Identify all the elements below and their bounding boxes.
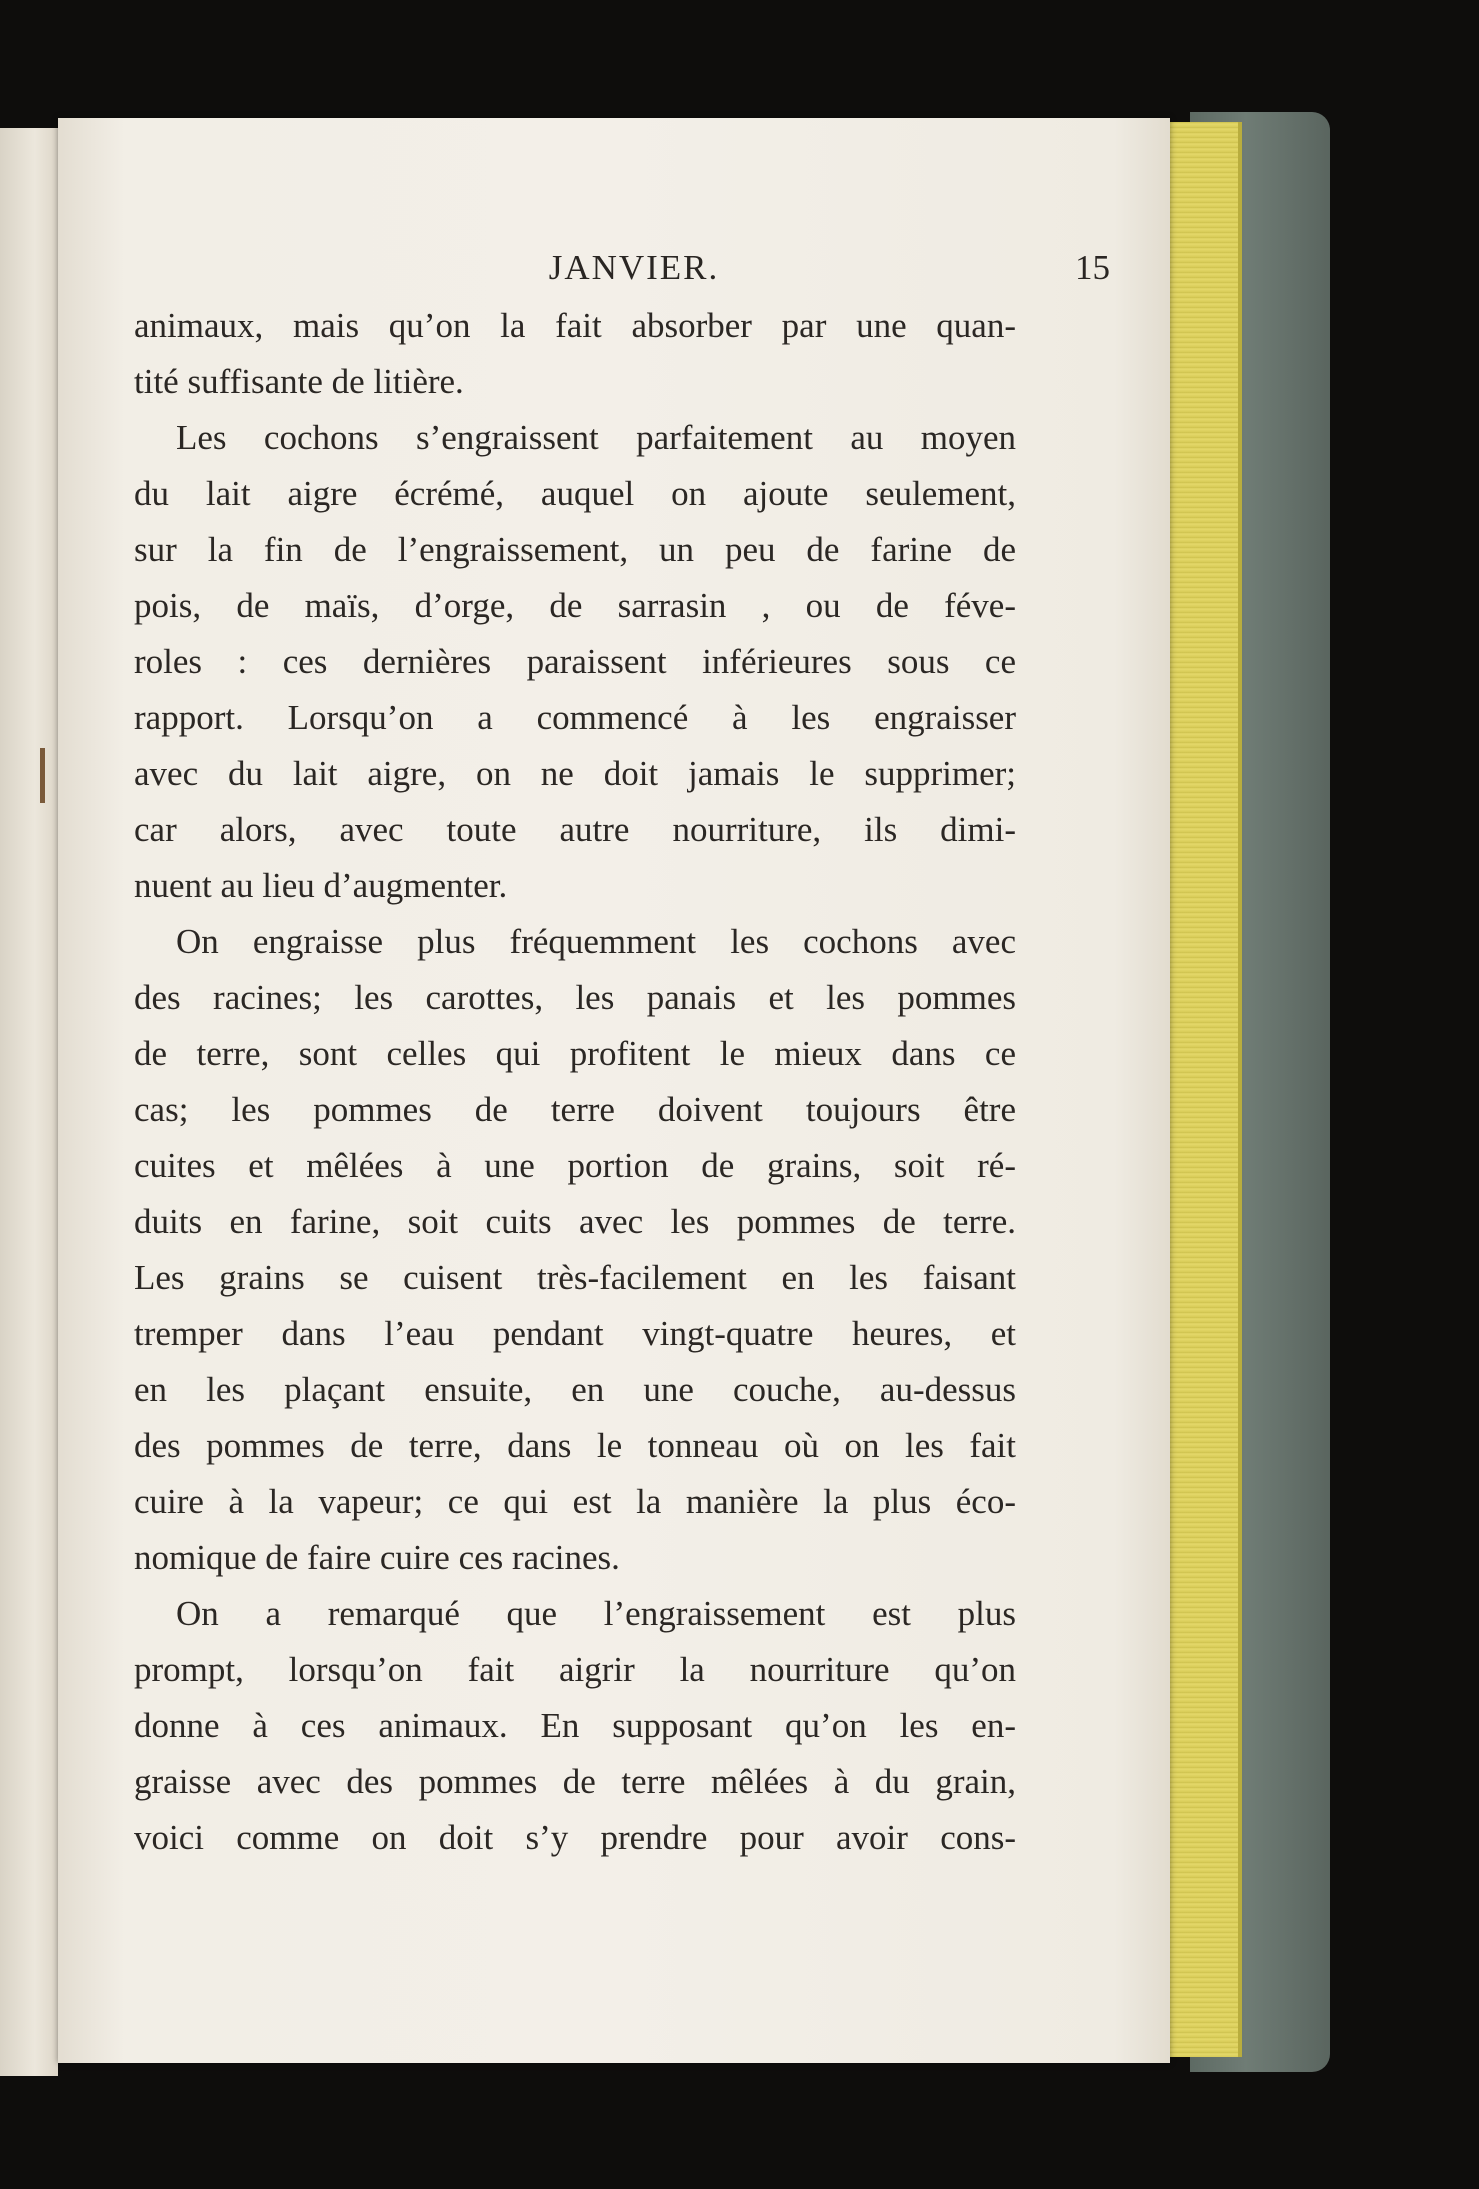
text-line: sur la fin de l’engraissement, un peu de farine de bbox=[134, 530, 1016, 569]
text-line: pois, de maïs, d’orge, de sarrasin , ou de féve- bbox=[134, 586, 1016, 625]
text-line: de terre, sont celles qui profitent le mieux dans ce bbox=[134, 1034, 1016, 1073]
text-line: prompt, lorsqu’on fait aigrir la nourriture qu’on bbox=[134, 1650, 1016, 1689]
text-line: tité suffisante de litière. bbox=[134, 362, 464, 401]
text-line: en les plaçant ensuite, en une couche, au-dessus bbox=[134, 1370, 1016, 1409]
text-line: duits en farine, soit cuits avec les pommes de terre. bbox=[134, 1202, 1016, 1241]
text-line: cuire à la vapeur; ce qui est la manière la plus éco- bbox=[134, 1482, 1016, 1521]
text-line: cas; les pommes de terre doivent toujours être bbox=[134, 1090, 1016, 1129]
text-line: donne à ces animaux. En supposant qu’on les en- bbox=[134, 1706, 1016, 1745]
text-line: Les cochons s’engraissent parfaitement au moyen bbox=[176, 418, 1016, 457]
text-line: animaux, mais qu’on la fait absorber par une quan- bbox=[134, 306, 1016, 345]
text-line: rapport. Lorsqu’on a commencé à les engraisser bbox=[134, 698, 1016, 737]
page-number: 15 bbox=[1075, 248, 1110, 287]
body-text bbox=[134, 298, 1016, 1866]
running-head-title: JANVIER. bbox=[548, 248, 720, 287]
text-line: On a remarqué que l’engraissement est plus bbox=[176, 1594, 1016, 1633]
text-line: des racines; les carottes, les panais et les pommes bbox=[134, 978, 1016, 1017]
text-line: Les grains se cuisent très-facilement en les faisant bbox=[134, 1258, 1016, 1297]
text-line: nomique de faire cuire ces racines. bbox=[134, 1538, 620, 1577]
text-line: cuites et mêlées à une portion de grains, soit ré- bbox=[134, 1146, 1016, 1185]
page-mark bbox=[40, 748, 45, 803]
text-line: graisse avec des pommes de terre mêlées à du grain, bbox=[134, 1762, 1016, 1801]
facing-page-edge bbox=[0, 128, 58, 2076]
text-line: car alors, avec toute autre nourriture, ils dimi- bbox=[134, 810, 1016, 849]
text-line: tremper dans l’eau pendant vingt-quatre heures, et bbox=[134, 1314, 1016, 1353]
gilt-page-edges bbox=[1168, 122, 1242, 2057]
text-line: du lait aigre écrémé, auquel on ajoute seulement, bbox=[134, 474, 1016, 513]
text-line: voici comme on doit s’y prendre pour avoir cons- bbox=[134, 1818, 1016, 1857]
text-line: avec du lait aigre, on ne doit jamais le supprimer; bbox=[134, 754, 1016, 793]
text-line: On engraisse plus fréquemment les cochons avec bbox=[176, 922, 1016, 961]
text-line: roles : ces dernières paraissent inférieures sous ce bbox=[134, 642, 1016, 681]
text-line: nuent au lieu d’augmenter. bbox=[134, 866, 508, 905]
book-page bbox=[58, 118, 1170, 2063]
text-line: des pommes de terre, dans le tonneau où on les fait bbox=[134, 1426, 1016, 1465]
